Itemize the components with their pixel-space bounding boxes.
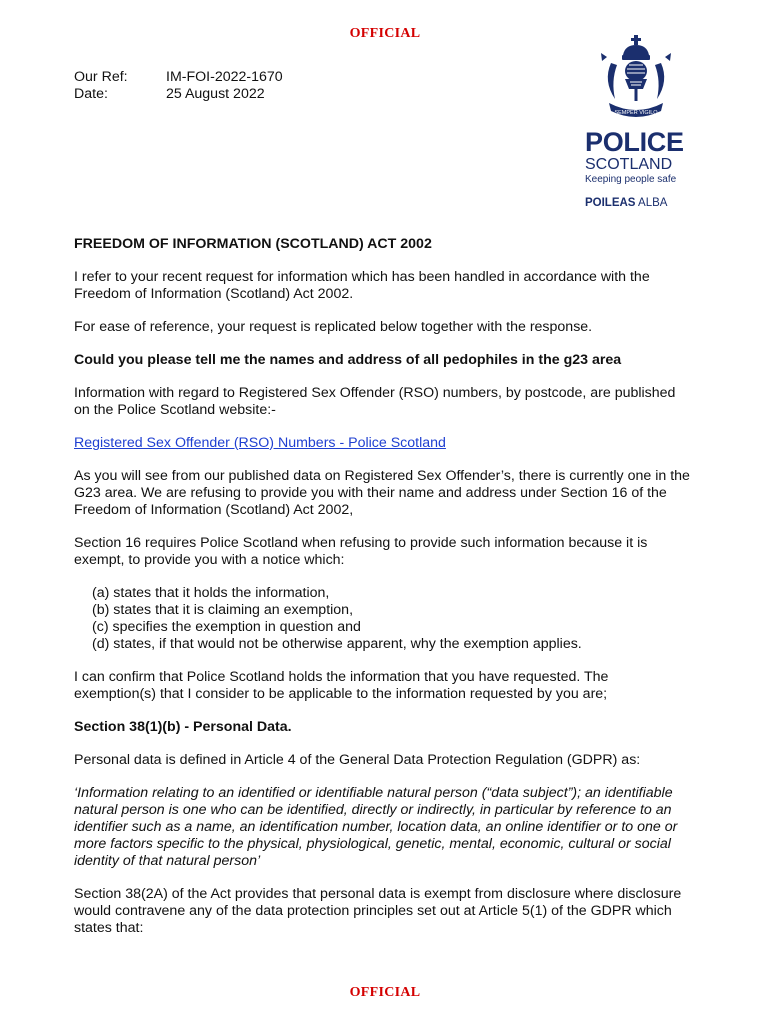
logo-poileas-text: POILEAS	[585, 197, 636, 209]
rso-numbers-link[interactable]: Registered Sex Offender (RSO) Numbers - Police Scotland	[74, 435, 446, 451]
list-item: (b) states that it is claiming an exemption,	[92, 602, 354, 618]
official-marking-top: OFFICIAL	[349, 26, 421, 41]
paragraph-intro: I refer to your recent request for information which has been handled in accordance with the Freedom of Information (Scotland) Act 2002.	[74, 269, 650, 302]
letter-body	[74, 236, 694, 953]
crest-icon	[593, 33, 685, 125]
police-scotland-logo	[585, 33, 695, 210]
list-item: (a) states that it holds the information,	[92, 585, 330, 601]
logo-tagline: Keeping people safe	[585, 174, 677, 185]
gdpr-quote: ‘Information relating to an identified or identifiable natural person (“data subject”); an identifiable natural person is one who can be identified, directly or indirectly, in particular by reference to an identifier such as a name, an identification number, location data, an online identifier or to one or more factors specific to the physical, physiological, genetic, mental, economic, cultural or social identity of that natural person’	[74, 785, 678, 869]
date-label: Date:	[74, 86, 108, 102]
our-ref-row	[74, 69, 283, 86]
paragraph-section38: Section 38(2A) of the Act provides that personal data is exempt from disclosure where disclosure would contravene any of the data protection principles set out at Article 5(1) of the GDPR which states that:	[74, 886, 682, 936]
logo-scotland-text: SCOTLAND	[585, 156, 673, 173]
date-row	[74, 86, 283, 103]
letter-title: FREEDOM OF INFORMATION (SCOTLAND) ACT 2002	[74, 236, 432, 252]
date-value: 25 August 2022	[166, 86, 265, 102]
list-item: (c) specifies the exemption in question and	[92, 619, 361, 635]
crest-motto: SEMPER VIGILO	[614, 110, 658, 116]
paragraph-gdpr-definition: Personal data is defined in Article 4 of the General Data Protection Regulation (GDPR) as:	[74, 752, 641, 768]
paragraph-refusal: As you will see from our published data on Registered Sex Offender’s, there is currently one in the G23 area. We are refusing to provide you with their name and address under Section 16 of the Freedom of Information (Scotland) Act 2002,	[74, 468, 690, 518]
reference-block	[74, 69, 283, 103]
logo-poileas-alba	[585, 196, 695, 210]
paragraph-confirmation: I can confirm that Police Scotland holds the information that you have requested. The exemption(s) that I consider to be applicable to the information requested by you are;	[74, 669, 609, 702]
paragraph-section16: Section 16 requires Police Scotland when refusing to provide such information because it is exempt, to provide you with a notice which:	[74, 535, 648, 568]
list-item: (d) states, if that would not be otherwise apparent, why the exemption applies.	[92, 636, 582, 652]
request-text: Could you please tell me the names and address of all pedophiles in the g23 area	[74, 352, 622, 368]
logo-police-text: POLICE	[585, 127, 684, 157]
section-heading: Section 38(1)(b) - Personal Data.	[74, 719, 292, 735]
our-ref-label: Our Ref:	[74, 69, 128, 85]
paragraph-reference: For ease of reference, your request is replicated below together with the response.	[74, 319, 593, 335]
paragraph-published-info: Information with regard to Registered Sex Offender (RSO) numbers, by postcode, are published on the Police Scotland website:-	[74, 385, 676, 418]
notice-list	[74, 585, 694, 653]
logo-alba-text: ALBA	[638, 197, 668, 209]
official-marking-bottom: OFFICIAL	[349, 985, 421, 1000]
our-ref-value: IM-FOI-2022-1670	[166, 69, 283, 85]
